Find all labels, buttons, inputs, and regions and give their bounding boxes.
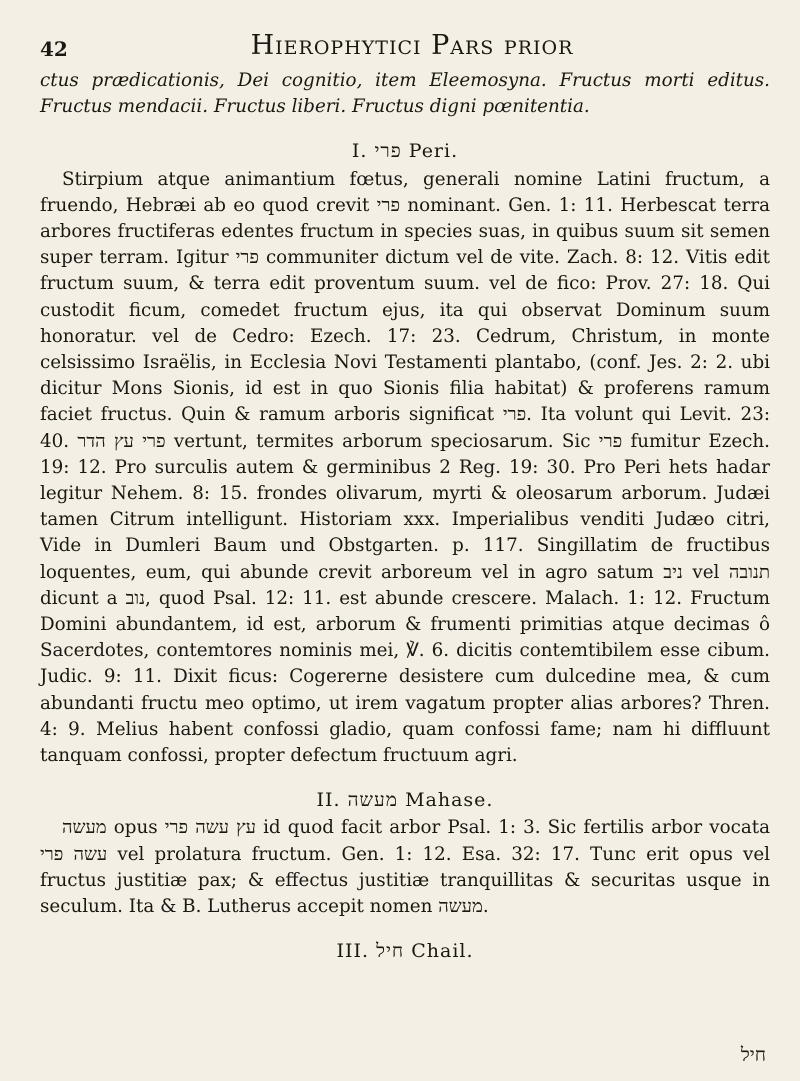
page-header: [40, 30, 770, 64]
running-title: Hierophytici Pars prior: [250, 30, 574, 61]
section-text-mahase: מעשה opus עץ עשה פרי id quod facit arbor Psal. 1: 3. Sic fertilis arbor vocata עשה פרי vel prolatura fructum. Gen. 1: 12. Esa. 32: 17. Tunc erit opus vel fructus justitiæ pax; & effectus justitiæ tranquillitas & securitas usque in seculum. Ita & B. Lutherus accepit nomen מעשה.: [40, 817, 770, 918]
intro-paragraph: ctus prædicationis, Dei cognitio, item Eleemosyna. Fructus morti editus. Fructus mendacii. Fructus liberi. Fructus digni pœnitentia.: [40, 70, 770, 118]
section-heading-mahase: II. מעשה Mahase.: [316, 789, 494, 812]
section-heading-chail: III. חיל Chail.: [336, 940, 474, 963]
section-heading-peri: I. פרי Peri.: [351, 140, 459, 163]
catchword: חיל: [740, 1044, 766, 1066]
page-body: [40, 68, 770, 967]
section-text-peri: Stirpium atque animantium fœtus, generali nomine Latini fructum, a fruendo, Hebræi ab eo quod crevit פרי nominant. Gen. 1: 11. Herbescat terra arbores fructiferas edentes fructum in species suas, in quibus suum sit semen super terram. Igitur פרי communiter dictum vel de vite. Zach. 8: 12. Vitis edit fructum suum, & terra edit proventum suum. vel de fico: Prov. 27: 18. Qui custodit ficum, comedet fructum ejus, ita qui observat Dominum suum honoratur. vel de Cedro: Ezech. 17: 23. Cedrum, Christum, in monte celsissimo Israëlis, in Ecclesia Novi Testamenti plantabo, (conf. Jes. 2: 2. ubi dicitur Mons Sionis, id est in quo Sionis filia habitat) & proferens ramum faciet fructus. Quin & ramum arboris significat פרי. Ita volunt qui Levit. 23: 40. פרי עץ הדר vertunt, termites arborum speciosarum. Sic פרי fumitur Ezech. 19: 12. Pro surculis autem & germinibus 2 Reg. 19: 30. Pro Peri hets hadar legitur Nehem. 8: 15. frondes olivarum, myrti & oleosarum arborum. Judæi tamen Citrum intelligunt. Historiam xxx. Imperialibus venditi Judæo citri, Vide in Dumleri Baum und Obstgarten. p. 117. Singillatim de fructibus loquentes, eum, qui abunde crevit arboreum vel in agro satum ניב vel תנובה dicunt a נוב, quod Psal. 12: 11. est abunde crescere. Malach. 1: 12. Fructum Domini abundantem, id est, arborum & frumenti primitias atque decimas ô Sacerdotes, contemtores nominis mei, ℣. 6. dicitis contemtibilem esse cibum. Judic. 9: 11. Dixit ficus: Cogererne desistere cum dulcedine mea, & cum abundanti fructu meo optimo, ut irem vagatum propter alias arbores? Thren. 4: 9. Melius habent confossi gladio, quam confossi fame; nam hi diffluunt tanquam confossi, propter defectum fructuum agri.: [40, 168, 771, 767]
page-number: 42: [40, 37, 68, 61]
